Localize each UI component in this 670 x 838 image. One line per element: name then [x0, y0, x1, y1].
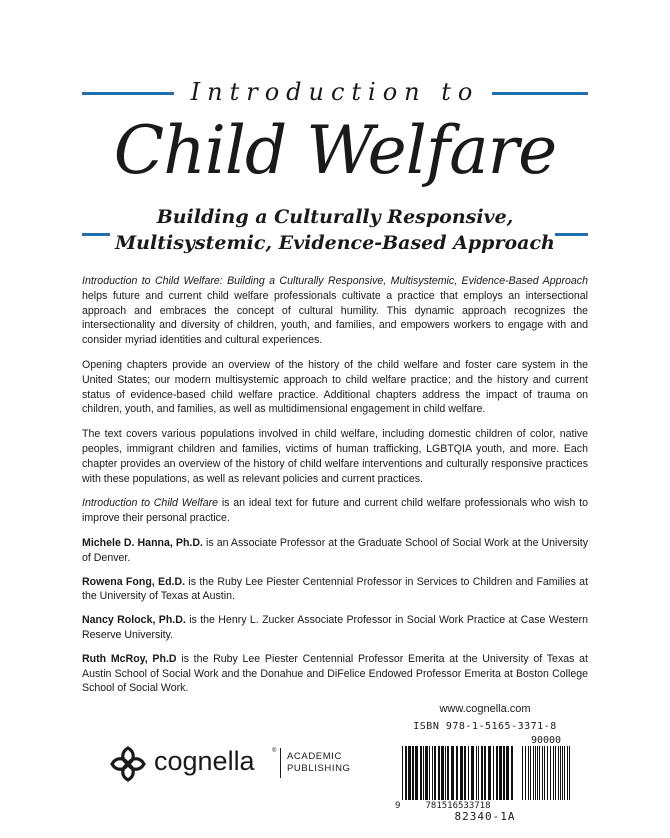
barcode-bar [432, 746, 433, 800]
description-paragraph-2: Opening chapters provide an overview of the history of the child welfare and foster care system in the United States; our modern multisystemic approach to child welfare practice; and the history and current status of evidence-based child welfare practice. Additional chapters address the impact of trauma on children, youth, and families, as well as multidimensional engagement in child welfare. [82, 358, 588, 416]
barcode-main-digits: 781516533718 [425, 801, 491, 811]
author-bio: Rowena Fong, Ed.D. is the Ruby Lee Piester Centennial Professor in Services to Children and Families at the University of Texas at Austin. [82, 575, 589, 603]
barcode-bar [506, 746, 509, 800]
barcode-bar [425, 746, 428, 800]
barcode-bar [464, 746, 466, 800]
subtitle-line-2: Multisystemic, Evidence-Based Approach [115, 232, 555, 254]
barcode-bar [569, 746, 570, 800]
barcode-bar [535, 746, 536, 800]
author-bio: Michele D. Hanna, Ph.D. is an Associate Professor at the Graduate School of Social Work at the University of Denver. [82, 536, 588, 564]
barcode-left-digit: 9 [395, 801, 401, 811]
barcode-bar [434, 746, 436, 800]
title-overline: Introduction to [190, 78, 480, 106]
barcode-bar [423, 746, 424, 800]
book-subtitle [0, 204, 670, 256]
barcode-bar [405, 746, 407, 800]
barcode-bar [537, 746, 538, 800]
description-paragraph-3: The text covers various populations involved in child welfare, including domestic children of color, native peoples, immigrant children and families, victims of human trafficking, LGBTQIA youth, and more. Each chapter provides an overview of the history of child welfare interventions and culturally responsive practices with these populations, as well as relevant policies and current practices. [82, 428, 588, 485]
barcode-bar [555, 746, 556, 800]
barcode-bar [429, 746, 430, 800]
barcode-bar [558, 746, 559, 800]
author-name: Nancy Rolock, Ph.D. [82, 614, 186, 627]
barcode-bar [478, 746, 479, 800]
barcode-bar [441, 746, 444, 800]
publisher-division: ACADEMIC PUBLISHING [287, 751, 351, 774]
bottom-rule-right [555, 233, 588, 236]
author-name: Michele D. Hanna, Ph.D. [82, 536, 203, 549]
barcode-bar [560, 746, 561, 800]
subtitle-line-1: Building a Culturally Responsive, [156, 206, 514, 228]
barcode-bar [468, 746, 469, 800]
barcode-bar [503, 746, 505, 800]
description-paragraph-1: Introduction to Child Welfare: Building a Culturally Responsive, Multisystemic, Evidence-Based Approach helps future and current child welfare professionals cultivate a practice that employs an intersectional approach and embraces the concept of cultural humility. This dynamic approach recognizes the intersectionality and diversity of children, youth, and families, and empowers workers to engage with and consider myriad identities and cultural experiences. [82, 275, 588, 347]
barcode-bar [528, 746, 529, 800]
barcode-bar [564, 746, 565, 800]
description-paragraph-4: Introduction to Child Welfare is an ideal text for future and current child welfare professionals who wish to improve their personal practice. [82, 497, 588, 525]
author-name: Ruth McRoy, Ph.D [82, 652, 177, 665]
isbn-label: ISBN 978-1-5165-3371-8 [413, 721, 557, 732]
book-title: Child Welfare [113, 112, 557, 189]
barcode-addon-digits: 90000 [530, 735, 562, 746]
registered-mark: ® [272, 748, 277, 754]
barcode-bar [456, 746, 458, 800]
barcode-main-bars [402, 746, 513, 800]
barcode-bar [511, 746, 513, 800]
barcode-addon-bars [522, 746, 570, 800]
barcode-bar [471, 746, 474, 800]
logo-divider [280, 748, 281, 778]
barcode-bar [499, 746, 502, 800]
barcode-bar [445, 746, 446, 800]
barcode-bar [438, 746, 440, 800]
publisher-url: www.cognella.com [439, 703, 531, 715]
barcode-bar [496, 746, 498, 800]
barcode-bar [415, 746, 418, 800]
author-bio: Ruth McRoy, Ph.D is the Ruby Lee Piester Centennial Professor Emerita at the University of Texas at Austin School of Social Work and the Donahue and DiFelice Endowed Professor Emerita at Boston College School of Social Work. [82, 652, 588, 695]
barcode-bar [412, 746, 414, 800]
barcode-bar [533, 746, 534, 800]
cover-copy [82, 274, 588, 705]
barcode-bar [447, 746, 449, 800]
barcode-bar [562, 746, 563, 800]
barcode-bar [539, 746, 540, 800]
bottom-rule-left [82, 233, 110, 236]
barcode-bar [525, 746, 526, 800]
barcode-bar [481, 746, 483, 800]
barcode-bar [567, 746, 568, 800]
barcode-bar [547, 746, 548, 800]
author-name: Rowena Fong, Ed.D. [82, 575, 186, 588]
author-bio: Nancy Rolock, Ph.D. is the Henry L. Zucker Associate Professor in Social Work Practice at Case Western Reserve University. [82, 614, 588, 641]
barcode-bar [493, 746, 494, 800]
barcode-bar [553, 746, 554, 800]
barcode-bar [530, 746, 531, 800]
barcode-bar [544, 746, 545, 800]
barcode-bar [408, 746, 411, 800]
publisher-wordmark: cognella [154, 746, 255, 776]
barcode-bar [522, 746, 523, 800]
cognella-knot-icon [108, 744, 148, 784]
barcode-bar [542, 746, 543, 800]
barcode-bar [420, 746, 422, 800]
barcode-bar [550, 746, 551, 800]
product-code: 82340-1A [454, 810, 516, 823]
barcode-bar [488, 746, 491, 800]
barcode-bar [476, 746, 477, 800]
barcode-bar [402, 746, 403, 800]
barcode-bar [484, 746, 486, 800]
barcode-bar [451, 746, 454, 800]
barcode-bar [460, 746, 463, 800]
